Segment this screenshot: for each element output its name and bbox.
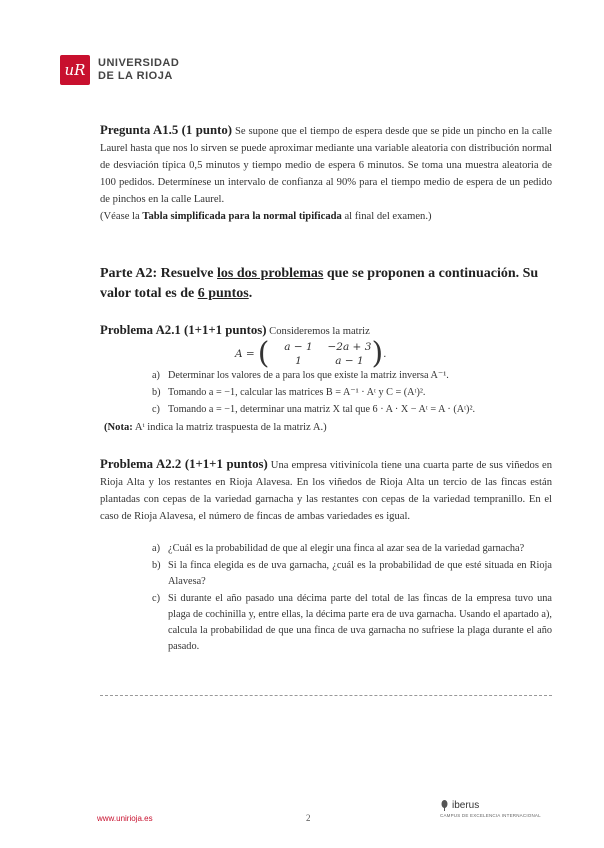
- question-a15-title: Pregunta A1.5 (1 punto): [100, 123, 233, 137]
- problem-a21-title: Problema A2.1 (1+1+1 puntos): [100, 323, 267, 337]
- section-divider: [100, 695, 552, 696]
- problem-a22-body: Una empresa vitivinícola tiene una cuarta parte de sus viñedos en Rioja Alta y los restantes en Rioja Alavesa. En los viñedos de Rioja Alta un tercio de las fincas están plantadas con cepas de la variedad garnacha y las restantes con cepas de la variedad tempranillo. En el caso de Rioja Alavesa, el número de fincas de ambas variedades es igual.: [100, 460, 552, 522]
- list-item: a) Determinar los valores de a para los que existe la matriz inversa A⁻¹.: [152, 370, 449, 381]
- part-a2-heading: Parte A2: Resuelve los dos problemas que se proponen a continuación. Su valor total es de 6 puntos.: [100, 266, 539, 301]
- matrix-cell: 1: [295, 355, 302, 367]
- matrix-cell: −2a + 3: [327, 341, 372, 353]
- problem-a21-heading: [100, 322, 552, 340]
- question-a15-body: Se supone que el tiempo de espera desde que se pide un pincho en la calle Laurel hasta que nos lo sirven se puede aproximar mediante una variable aleatoria con distribución normal de desviación típica 0,5 minutos y tiempo medio de espera 6 minutos. Se toma una muestra aleatoria de 100 pedidos. Determínese un intervalo de confianza al 90% para el tiempo medio de espera de un pedido de pinchos en la calle Laurel.: [100, 126, 552, 205]
- problem-a22-title: Problema A2.2 (1+1+1 puntos): [100, 457, 268, 471]
- list-item: a) ¿Cuál es la probabilidad de que al elegir una finca al azar sea de la variedad garnacha?: [152, 543, 525, 554]
- list-item: c) Si durante el año pasado una décima parte del total de las fincas de la empresa tuvo una plaga de cochinilla y, entre ellas, la décima parte era de uva garnacha. Usando el apartado a), calcula la probabilidad de que una finca de uva garnacha no sufriese la plaga durante el año pasado.: [152, 593, 552, 652]
- matrix-grid: [269, 341, 371, 367]
- university-logo: [60, 55, 179, 85]
- matrix-cell: a − 1: [284, 341, 313, 353]
- matrix-a: A = ( a − 1 −2a + 3 1 a − 1 ) .: [235, 336, 387, 371]
- list-item: c) Tomando a = −1, determinar una matriz X tal que 6 · A · X − Aᵗ = A · (Aᵗ)².: [152, 404, 476, 415]
- problem-a21-note: (Nota: Aᵗ indica la matriz traspuesta de la matriz A.): [104, 422, 327, 433]
- matrix-cell: a − 1: [335, 355, 364, 367]
- list-item: b) Tomando a = −1, calcular las matrices B = A⁻¹ · Aᵗ y C = (Aᵗ)².: [152, 387, 426, 398]
- page-number: 2: [306, 813, 311, 823]
- right-paren: ): [371, 336, 384, 371]
- problem-a22: [100, 456, 552, 525]
- problem-a22-items: [152, 541, 552, 656]
- university-name: UNIVERSIDAD DE LA RIOJA: [98, 57, 180, 82]
- iberus-leaf-icon: [440, 800, 449, 811]
- left-paren: (: [257, 336, 270, 371]
- question-a15: Pregunta A1.5 (1 punto) Se supone que el tiempo de espera desde que se pide un pincho en la calle Laurel hasta que nos lo sirven se puede aproximar mediante una variable aleatoria con distribución normal de desviación típica 0,5 minutos y tiempo medio de espera 6 minutos. Se toma una muestra aleatoria de 100 pedidos. Determínese un intervalo de confianza al 90% para el tiempo medio de espera de un pedido de pinchos en la calle Laurel. (Véase la Tabla simplificada para la normal tipificada al final del examen.): [100, 123, 552, 222]
- list-item: b) Si la finca elegida es de uva garnacha, ¿cuál es la probabilidad de que esté situada en Rioja Alavesa?: [152, 560, 552, 587]
- footer-link[interactable]: www.unirioja.es: [97, 814, 153, 823]
- problem-a21-intro: Consideremos la matriz: [269, 326, 370, 337]
- ur-logo-icon: uR: [60, 55, 90, 85]
- problem-a21-items: [152, 367, 552, 418]
- iberus-logo: iberus CAMPUS DE EXCELENCIA INTERNACIONAL: [440, 800, 541, 818]
